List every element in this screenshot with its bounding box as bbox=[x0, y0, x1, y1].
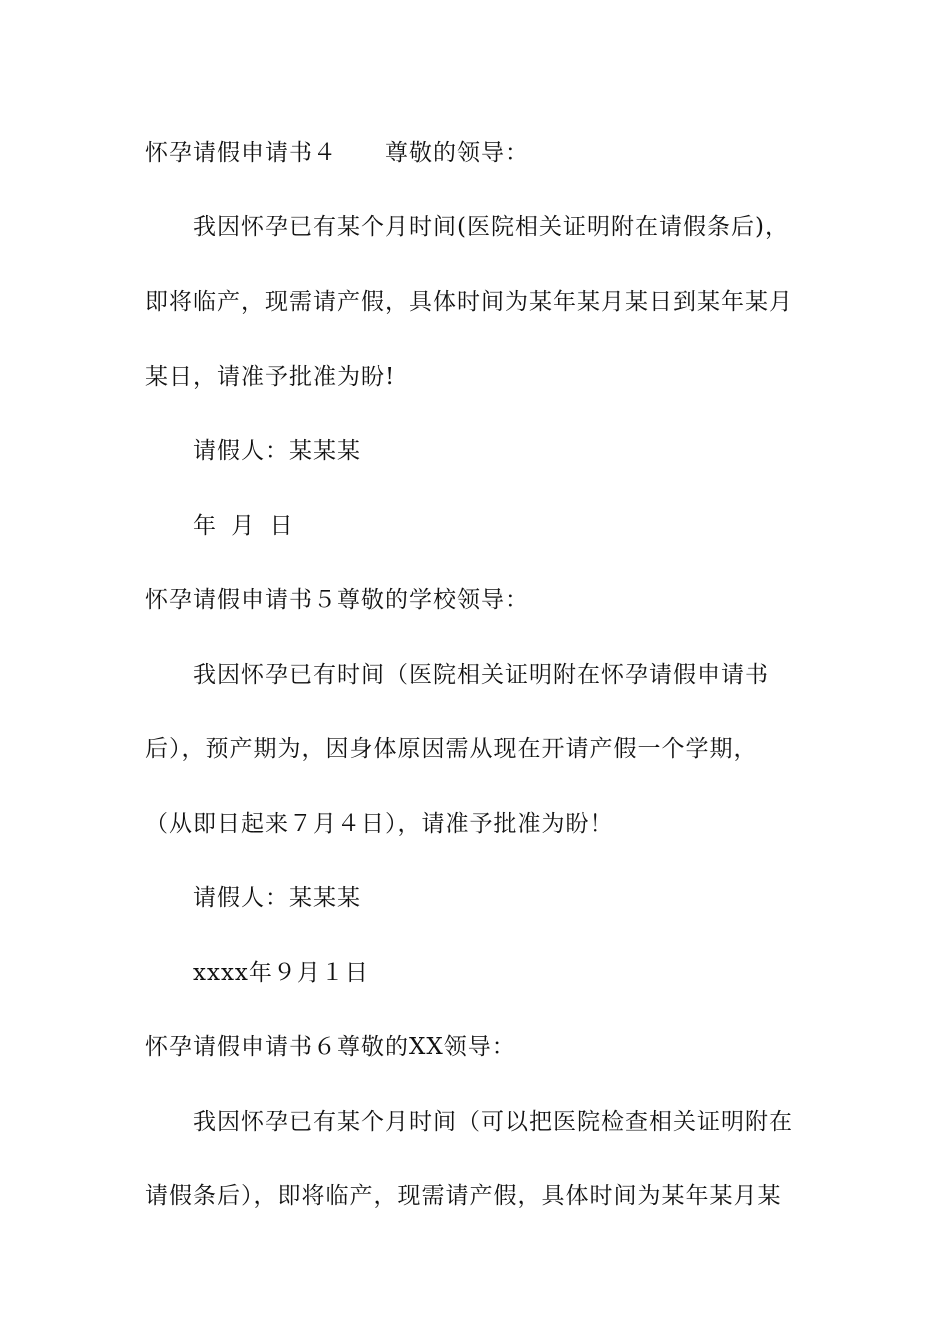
paragraph-line: 即将临产，现需请产假，具体时间为某年某月某日到某年某月 bbox=[145, 289, 793, 315]
signature-applicant: 请假人：某某某 bbox=[193, 885, 361, 911]
signature-date: 年 月 日 bbox=[193, 513, 294, 539]
signature-applicant: 请假人：某某某 bbox=[193, 438, 361, 464]
paragraph-line: （从即日起来７月４日），请准予批准为盼！ bbox=[145, 811, 614, 837]
paragraph-line: 我因怀孕已有某个月时间(医院相关证明附在请假条后)， bbox=[193, 214, 789, 240]
paragraph-line: 某日，请准予批准为盼! bbox=[145, 364, 396, 390]
heading-application-4: 怀孕请假申请书４ 尊敬的领导： bbox=[145, 140, 529, 166]
paragraph-line: 我因怀孕已有某个月时间（可以把医院检查相关证明附在 bbox=[193, 1109, 793, 1135]
heading-application-5: 怀孕请假申请书５尊敬的学校领导： bbox=[145, 587, 529, 613]
signature-date: xxxx年９月１日 bbox=[193, 960, 369, 986]
heading-application-6: 怀孕请假申请书６尊敬的XX领导： bbox=[145, 1034, 516, 1060]
paragraph-line: 后），预产期为，因身体原因需从现在开请产假一个学期， bbox=[145, 736, 758, 762]
paragraph-line: 我因怀孕已有时间（医院相关证明附在怀孕请假申请书 bbox=[193, 662, 769, 688]
paragraph-line: 请假条后），即将临产，现需请产假，具体时间为某年某月某 bbox=[145, 1183, 782, 1209]
